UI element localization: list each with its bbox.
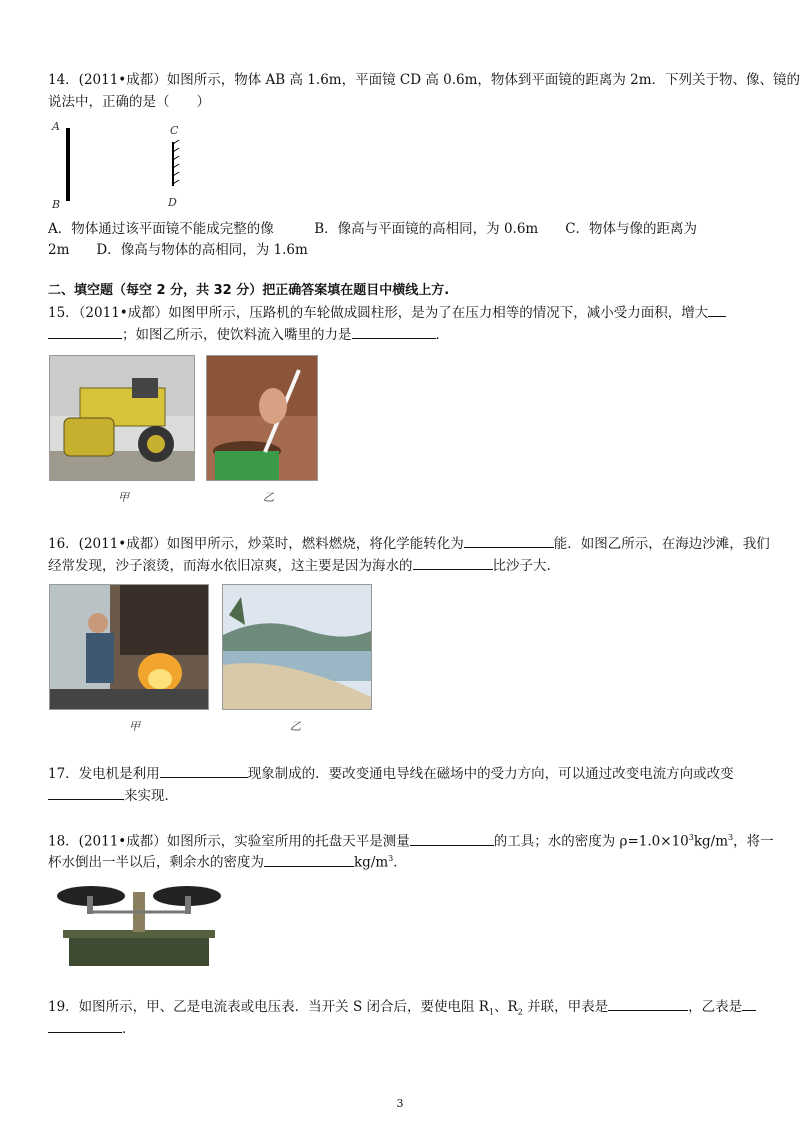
q18-blank-2[interactable]: [264, 852, 354, 867]
q19-sub-1: 1: [488, 1007, 495, 1017]
beach-photo: [222, 584, 372, 710]
page-number: 3: [396, 1097, 404, 1110]
q19-text-4: ，乙表是: [688, 999, 743, 1015]
q18-sup-1: 3: [688, 833, 694, 842]
q16-line1: [48, 533, 770, 554]
section-heading: 二、填空题（每空 2 分，共 32 分）把正确答案填在题目中横线上方.: [48, 283, 450, 298]
q14-line1: 14．(2011•成都）如图所示，物体 AB 高 1.6m，平面镜 CD 高 0.6m，物体到平面镜的距离为 2m．下列关于物、像、镜的: [48, 72, 800, 88]
q17-line1: [48, 763, 758, 784]
q18-line1: [48, 828, 774, 852]
q18-text-5: 杯水倒出一半以后，剩余水的密度为: [48, 854, 264, 871]
q18-text-4: ，将一: [733, 833, 774, 850]
q16-text-4: 比沙子大.: [492, 558, 551, 574]
q16-text-3: 经常发现，沙子滚烫，而海水依旧凉爽，这主要是因为海水的: [48, 558, 413, 574]
q15-blank-2[interactable]: [352, 324, 436, 339]
q18-sup-3: 3: [388, 854, 394, 863]
label-a: A: [52, 120, 60, 133]
q16-caption-yi: 乙: [290, 720, 301, 733]
q19-text-3: 并联，甲表是: [522, 999, 609, 1015]
drinking-straw-photo: [206, 355, 318, 481]
q17-blank-2[interactable]: [48, 785, 124, 800]
q16-blank-2[interactable]: [413, 555, 493, 570]
cooking-photo: [49, 584, 209, 710]
q15-text-2: ；如图乙所示，使饮料流入嘴里的力是: [122, 327, 352, 343]
q18-text-7: ．: [393, 854, 407, 871]
q18-text-2: 的工具；水的密度为 ρ=1.0×10: [493, 833, 689, 850]
q15-caption-yi: 乙: [263, 491, 274, 504]
label-d: D: [168, 196, 177, 209]
q19-sub-2: 2: [517, 1007, 523, 1017]
q16-line2: [48, 555, 758, 576]
q15-caption-jia: 甲: [118, 491, 129, 504]
q17-blank-1[interactable]: [160, 763, 248, 778]
q14-line2: 说法中，正确的是（ ）: [48, 94, 210, 110]
q15-line1: [48, 302, 758, 323]
q15-blank-1a[interactable]: [708, 302, 726, 317]
q19-blank-2a[interactable]: [742, 996, 756, 1011]
q16-text-2: 能．如图乙所示，在海边沙滩，我们: [553, 536, 770, 552]
q18-sup-2: 3: [728, 833, 734, 842]
q18-blank-1[interactable]: [410, 831, 494, 846]
q19-blank-1[interactable]: [608, 996, 688, 1011]
q15-text-1: 15．（2011•成都）如图甲所示，压路机的车轮做成圆柱形，是为了在压力相等的情况下，减小受力面积，增大: [48, 305, 709, 321]
label-b: B: [52, 198, 61, 211]
q14-mirror-diagram: [48, 116, 198, 216]
q15-blank-1b[interactable]: [48, 324, 122, 339]
q15-line2: [48, 324, 758, 345]
q19-text-1: 19．如图所示，甲、乙是电流表或电压表．当开关 S 闭合后，要使电阻 R: [48, 999, 489, 1015]
label-c: C: [170, 124, 179, 137]
q16-caption-jia: 甲: [129, 720, 140, 733]
q18-text-1: 18．(2011•成都）如图所示，实验室所用的托盘天平是测量: [48, 833, 410, 850]
q19-text-2: 、R: [494, 999, 518, 1015]
q18-text-6: kg/m: [354, 854, 389, 871]
q17-text-1: 17．发电机是利用: [48, 766, 160, 782]
q19-blank-2b[interactable]: [48, 1018, 122, 1033]
q17-text-2: 现象制成的．要改变通电导线在磁场中的受力方向，可以通过改变电流方向或改变: [247, 766, 734, 782]
q16-blank-1[interactable]: [464, 533, 554, 548]
q19-line2: [48, 1018, 758, 1039]
q18-text-3: kg/m: [693, 833, 729, 850]
q17-text-3: 来实现．: [124, 788, 178, 804]
q19-text-5: ．: [122, 1021, 136, 1037]
q17-line2: [48, 785, 758, 806]
q16-text-1: 16．(2011•成都）如图甲所示，炒菜时，燃料燃烧，将化学能转化为: [48, 536, 464, 552]
q14-options-line1: A．物体通过该平面镜不能成完整的像 B．像高与平面镜的高相同，为 0.6m C．物体与像的距离为: [48, 221, 698, 237]
q14-options-line2: 2m D．像高与物体的高相同，为 1.6m: [48, 242, 308, 258]
q15-text-3: ．: [435, 327, 449, 343]
q18-line2: [48, 849, 758, 873]
road-roller-photo: [49, 355, 195, 481]
balance-scale-photo: [49, 874, 229, 970]
